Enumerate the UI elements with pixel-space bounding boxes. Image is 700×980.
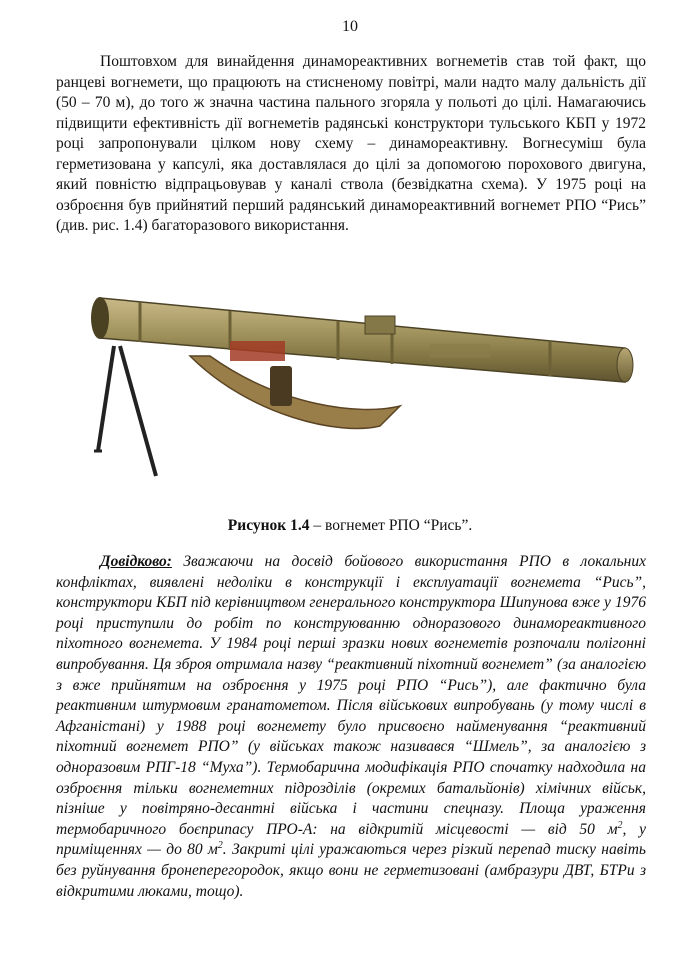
superscript-2a: 2 [617, 819, 623, 831]
superscript-2b: 2 [217, 840, 223, 852]
note-text-2: , у приміщеннях — до 80 м [56, 820, 646, 859]
note-text-1: Зважаючи на досвід бойового використання РПО в локальних конфліктах, виявлені недоліки в конструкції і експлуатації вогнемета “Рись”, конструктори КБП під керівництвом генерального конструктора Шипунова вже у 1976 році приступили до робіт по конструюванню одноразового динамореактивного піхотного вогнемета. У 1984 році перші зразки нових вогнеметів розпочали полігонні випробування. Ця зброя отримала назву “реактивний піхотний вогнемет” (за аналогією з вже прийнятим на озброєння у 1975 році РПО “Рись”), але фактично була реактивним штурмовим гранатометом. Після військових випробувань (у тому числі в Афганістані) у 1988 році вогнемету було присвоєно найменування “реактивний піхотний вогнемет РПО” (у військах також називався “Шмель”, за аналогією з одноразовим РПГ-18 “Муха”). Термобарична модифікація РПО спочатку надходила на озброєння тільки вогнеметних підрозділів (окремих батальйонів) хімічних військ, пізніше у повітряно-десантні війська і частини спецназу. Площа ураження термобаричного боєприпасу ПРО-А: на відкритій місцевості — від 50 м [56, 553, 646, 838]
bipod [94, 346, 156, 476]
figure-caption-text: – вогнемет РПО “Рись”. [309, 517, 473, 534]
flamethrower-image [80, 286, 640, 486]
figure-label: Рисунок 1.4 [227, 517, 310, 534]
pistol-grip [270, 366, 292, 406]
note-text-3: . Закриті цілі уражаються через різкий перепад тиску навіть без руйнування бронеперегородок, якщо вони не герметизовані (амбразури ДВТ, БТРи з відкритими люками, тощо). [56, 841, 646, 900]
flamethrower-figure [80, 286, 640, 486]
launcher-tube [91, 297, 633, 382]
intro-paragraph: Поштовхом для винайдення динамореактивних вогнеметів став той факт, що ранцеві вогнемети, що працюють на стисненому повітрі, мали надто малу дальність дії (50 – 70 м), до того ж значна частина пального згоряла у польоті до цілі. Намагаючись підвищити ефективність дії вогнеметів радянські конструктори тульського КБП у 1972 році запропонували цілком нову схему – динамореактивну. Вогнесуміш була герметизована у капсулі, яка доставлялася до цілі за допомогою порохового двигуна, який повністю відпрацьовував у каналі ствола (безвідкатна схема). У 1975 році на озброєння був прийнятий перший радянський динамореактивний вогнемет РПО “Рись” (див. рис. 1.4) багаторазового використання. [56, 53, 646, 234]
reference-note [56, 552, 646, 902]
note-lead: Довідково: [100, 553, 172, 570]
figure-caption [0, 517, 700, 535]
page-number: 10 [342, 18, 358, 35]
carry-strap [190, 356, 400, 428]
